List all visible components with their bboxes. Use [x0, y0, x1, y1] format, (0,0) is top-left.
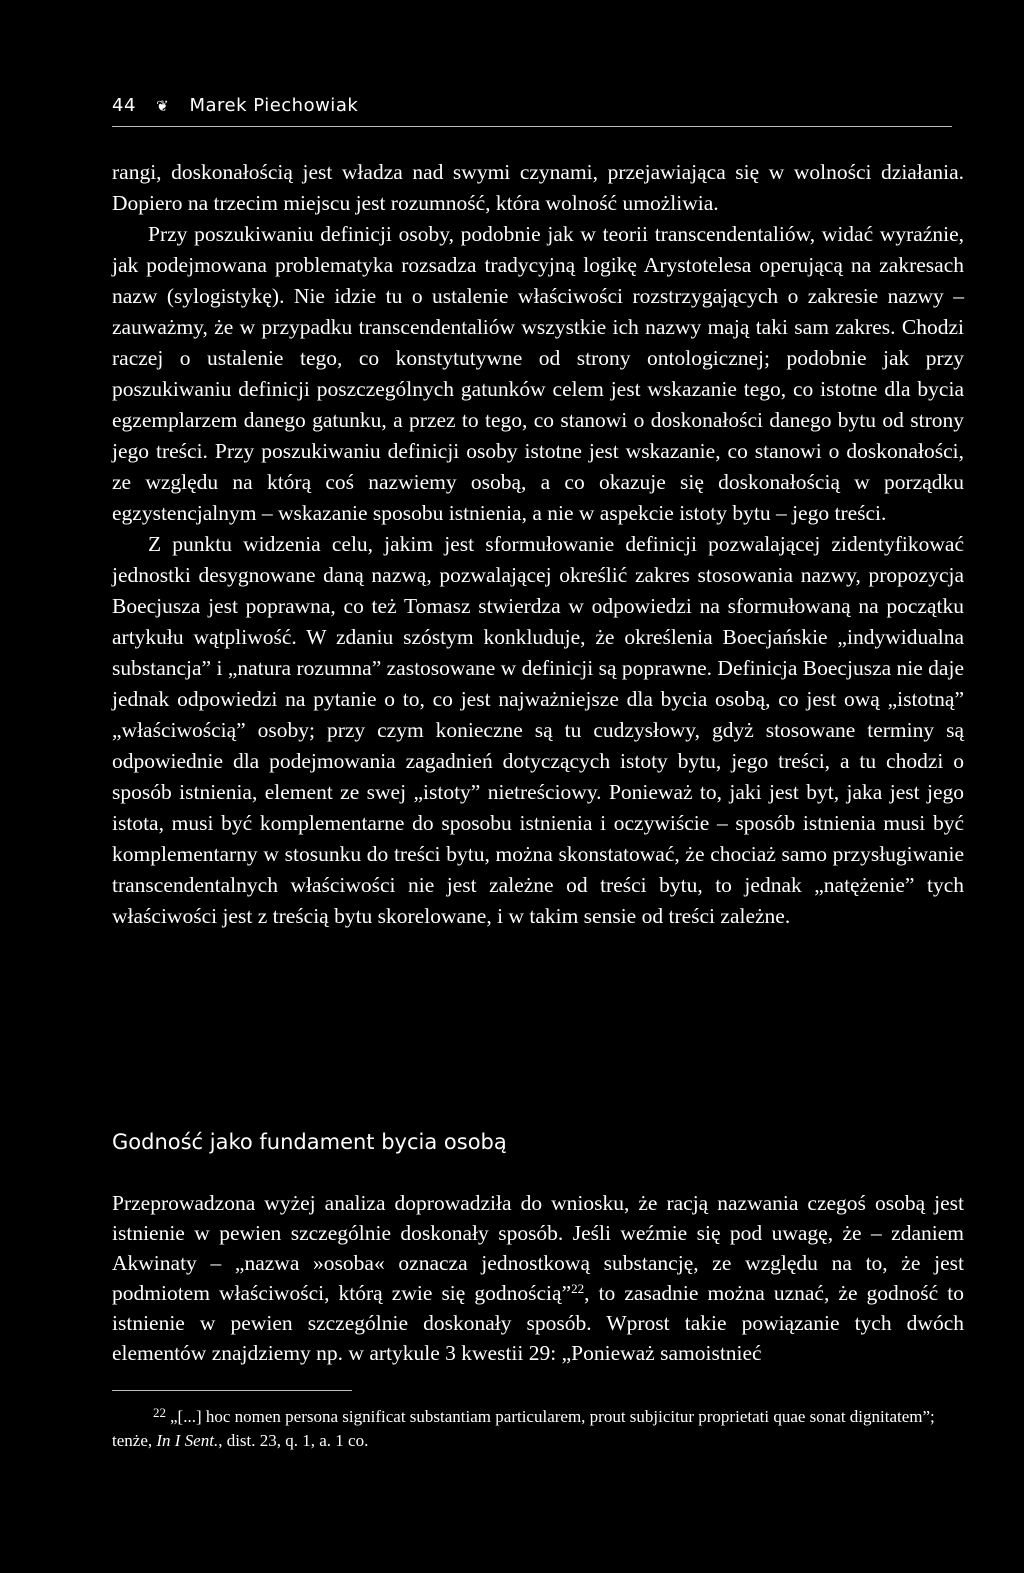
text-after-footnote-ref: , to zasadnie można uznać, że godność to istnienie w pewien szczególnie doskonały sposób. Wprost takie powiązanie tych dwóch elementów znajdziemy np. w artykule 3 kwestii 29: „Ponieważ samoistnieć — [112, 1281, 965, 1365]
header-rule — [112, 126, 952, 127]
page-number: 44 — [112, 95, 136, 116]
ornament-icon: ❦ — [156, 97, 170, 115]
footnote: 22 „[...] hoc nomen persona significat substantiam particularem, prout subjicitur proprietati quae sonat dignitatem”; tenże, In I Sent., dist. 23, q. 1, a. 1 co. — [112, 1405, 935, 1450]
section-heading: Godność jako fundament bycia osobą — [112, 1130, 507, 1154]
footnote-text: „[...] hoc nomen persona significat substantiam particularem, prout subjicitur proprietati quae sonat dignitatem”; tenże, — [112, 1407, 935, 1450]
main-text — [112, 157, 964, 932]
footnote-work-title: In I Sent. — [156, 1431, 219, 1450]
header-author: Marek Piechowiak — [189, 95, 359, 116]
footnote-rule — [112, 1390, 352, 1391]
paragraph: rangi, doskonałością jest władza nad swymi czynami, przejawiająca się w wolności działania. Dopiero na trzecim miejscu jest rozumność, która wolność umożliwia. — [112, 160, 964, 215]
section-text — [112, 1188, 964, 1368]
running-header — [112, 95, 952, 116]
text-before-footnote-ref: Przeprowadzona wyżej analiza doprowadziła do wniosku, że racją nazwania czegoś osobą jest istnienie w pewien szczególnie doskonały sposób. Jeśli weźmie się pod uwagę, że – zdaniem Akwinaty – „nazwa »osoba« oznacza jednostkową substancję, ze względu na to, że jest podmiotem właściwości, którą zwie się godnością” — [112, 1191, 964, 1305]
paragraph: Z punktu widzenia celu, jakim jest sformułowanie definicji pozwalającej zidentyfikować jednostki desygnowane daną nazwą, pozwalającej określić zakres stosowania nazwy, propozycja Boecjusza jest poprawna, co też Tomasz stwierdza w odpowiedzi na sformułowaną na początku artykułu wątpliwość. W zdaniu szóstym konkluduje, że określenia Boecjańskie „indywidualna substancja” i „natura rozumna” zastosowane w definicji są poprawne. Definicja Boecjusza nie daje jednak odpowiedzi na pytanie o to, co jest najważniejsze dla bycia osobą, co jest ową „istotną” „właściwością” osoby; przy czym konieczne są tu cudzysłowy, gdyż stosowane terminy są odpowiednie dla podejmowania zagadnień dotyczących istoty bytu, jego treści, a tu chodzi o sposób istnienia, element ze swej „istoty” nietreściowy. Ponieważ to, jaki jest byt, jaka jest jego istota, musi być komplementarne do sposobu istnienia i oczywiście – sposób istnienia musi być komplementarny w stosunku do treści bytu, można skonstatować, że chociaż samo przysługiwanie transcendentalnych właściwości nie jest zależne od treści bytu, to jednak „natężenie” tych właściwości jest z treścią bytu skorelowane, i w takim sensie od treści zależne. — [112, 532, 964, 928]
footnote-citation: , dist. 23, q. 1, a. 1 co. — [218, 1431, 369, 1450]
paragraph — [112, 1188, 964, 1368]
paragraph: Przy poszukiwaniu definicji osoby, podobnie jak w teorii transcendentaliów, widać wyraźnie, jak podejmowana problematyka rozsadza tradycyjną logikę Arystotelesa operującą na zakresach nazw (sylogistykę). Nie idzie tu o ustalenie właściwości rozstrzygających o zakresie nazwy – zauważmy, że w przypadku transcendentaliów wszystkie ich nazwy mają taki sam zakres. Chodzi raczej o ustalenie tego, co konstytutywne od strony ontologicznej; podobnie jak przy poszukiwaniu definicji poszczególnych gatunków celem jest wskazanie tego, co istotne dla bycia egzemplarzem danego gatunku, a przez to tego, co stanowi o doskonałości danego bytu od strony jego treści. Przy poszukiwaniu definicji osoby istotne jest wskazanie, co stanowi o doskonałości, ze względu na którą coś nazwiemy osobą, a co okazuje się doskonałością w porządku egzystencjalnym – wskazanie sposobu istnienia, a nie w aspekcie istoty bytu – jego treści. — [112, 222, 964, 525]
footnote-ref[interactable]: 22 — [571, 1281, 585, 1296]
